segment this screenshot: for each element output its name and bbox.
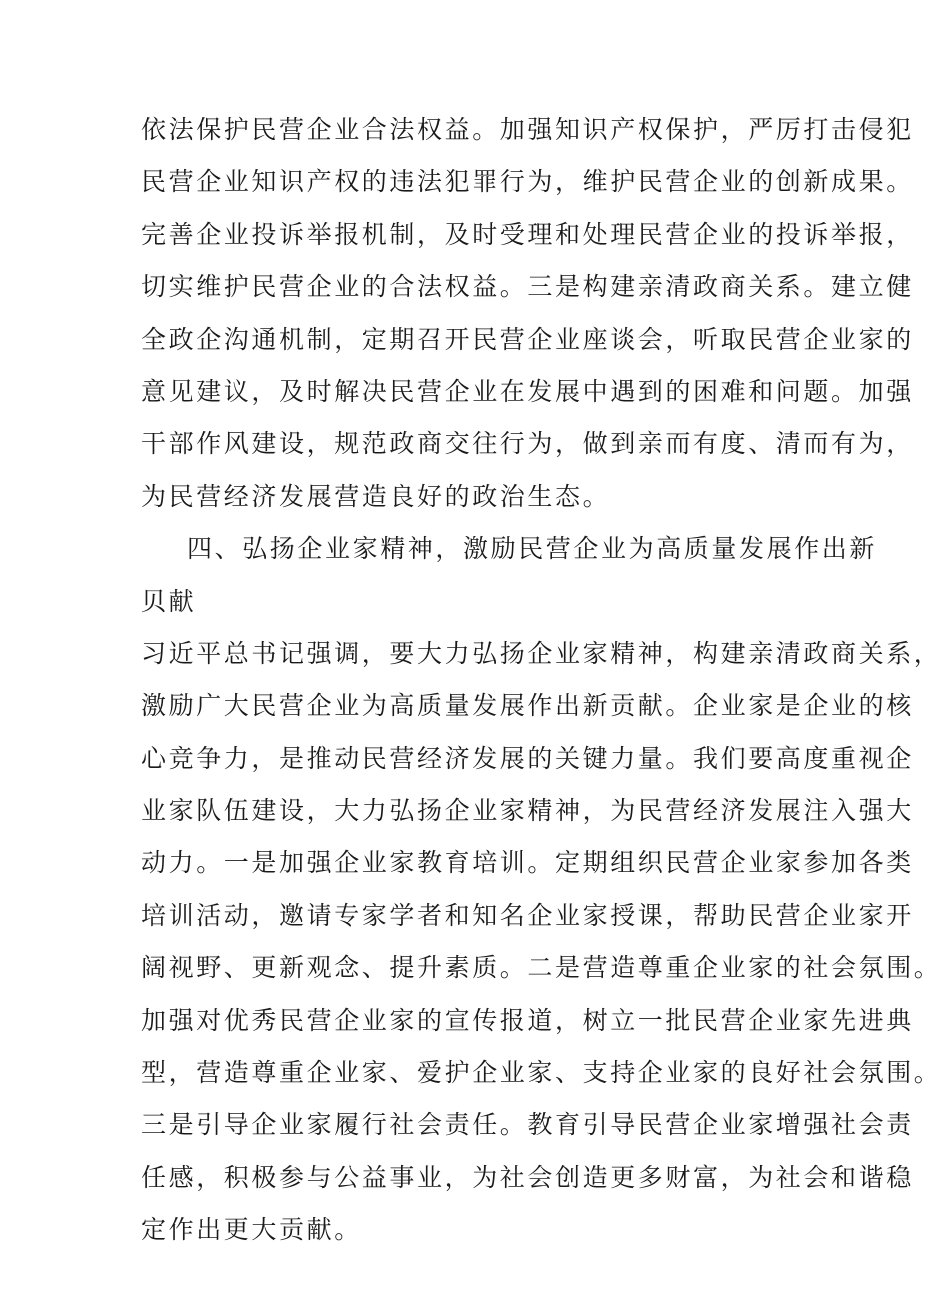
- section-heading: [141, 523, 878, 628]
- text-line: 民营企业知识产权的违法犯罪行为，维护民营企业的创新成果。: [141, 167, 914, 197]
- text-line: 加强对优秀民营企业家的宣传报道，树立一批民营企业家先进典: [141, 1005, 914, 1035]
- section-body: [141, 628, 941, 1257]
- text-line: 三是引导企业家履行社会责任。教育引导民营企业家增强社会责: [141, 1110, 914, 1140]
- heading-line: 贝献: [141, 586, 197, 616]
- text-line: 干部作风建设，规范政商交往行为，做到亲而有度、清而有为，: [141, 429, 914, 459]
- heading-line: 四、弘扬企业家精神，激励民营企业为高质量发展作出新: [187, 534, 878, 564]
- text-line: 业家队伍建设，大力弘扬企业家精神，为民营经济发展注入强大: [141, 796, 914, 826]
- text-line: 定作出更大贡献。: [141, 1215, 362, 1245]
- text-line: 习近平总书记强调，要大力弘扬企业家精神，构建亲清政商关系，: [141, 638, 941, 668]
- text-line: 切实维护民营企业的合法权益。三是构建亲清政商关系。建立健: [141, 272, 914, 302]
- text-line: 动力。一是加强企业家教育培训。定期组织民营企业家参加各类: [141, 848, 914, 878]
- text-line: 激励广大民营企业为高质量发展作出新贡献。企业家是企业的核: [141, 691, 914, 721]
- document-page: [141, 104, 941, 1257]
- text-line: 任感，积极参与公益事业，为社会创造更多财富，为社会和谐稳: [141, 1162, 914, 1192]
- text-line: 心竞争力，是推动民营经济发展的关键力量。我们要高度重视企: [141, 743, 914, 773]
- text-line: 阔视野、更新观念、提升素质。二是营造尊重企业家的社会氛围。: [141, 953, 941, 983]
- text-line: 依法保护民营企业合法权益。加强知识产权保护，严厉打击侵犯: [141, 115, 914, 144]
- text-line: 完善企业投诉举报机制，及时受理和处理民营企业的投诉举报，: [141, 219, 914, 249]
- paragraph-continuation: [141, 104, 914, 523]
- text-line: 培训活动，邀请专家学者和知名企业家授课，帮助民营企业家开: [141, 900, 914, 930]
- text-line: 型，营造尊重企业家、爱护企业家、支持企业家的良好社会氛围。: [141, 1058, 941, 1088]
- text-line: 为民营经济发展营造良好的政治生态。: [141, 481, 611, 511]
- text-line: 全政企沟通机制，定期召开民营企业座谈会，听取民营企业家的: [141, 324, 914, 354]
- text-line: 意见建议，及时解决民营企业在发展中遇到的困难和问题。加强: [141, 376, 914, 406]
